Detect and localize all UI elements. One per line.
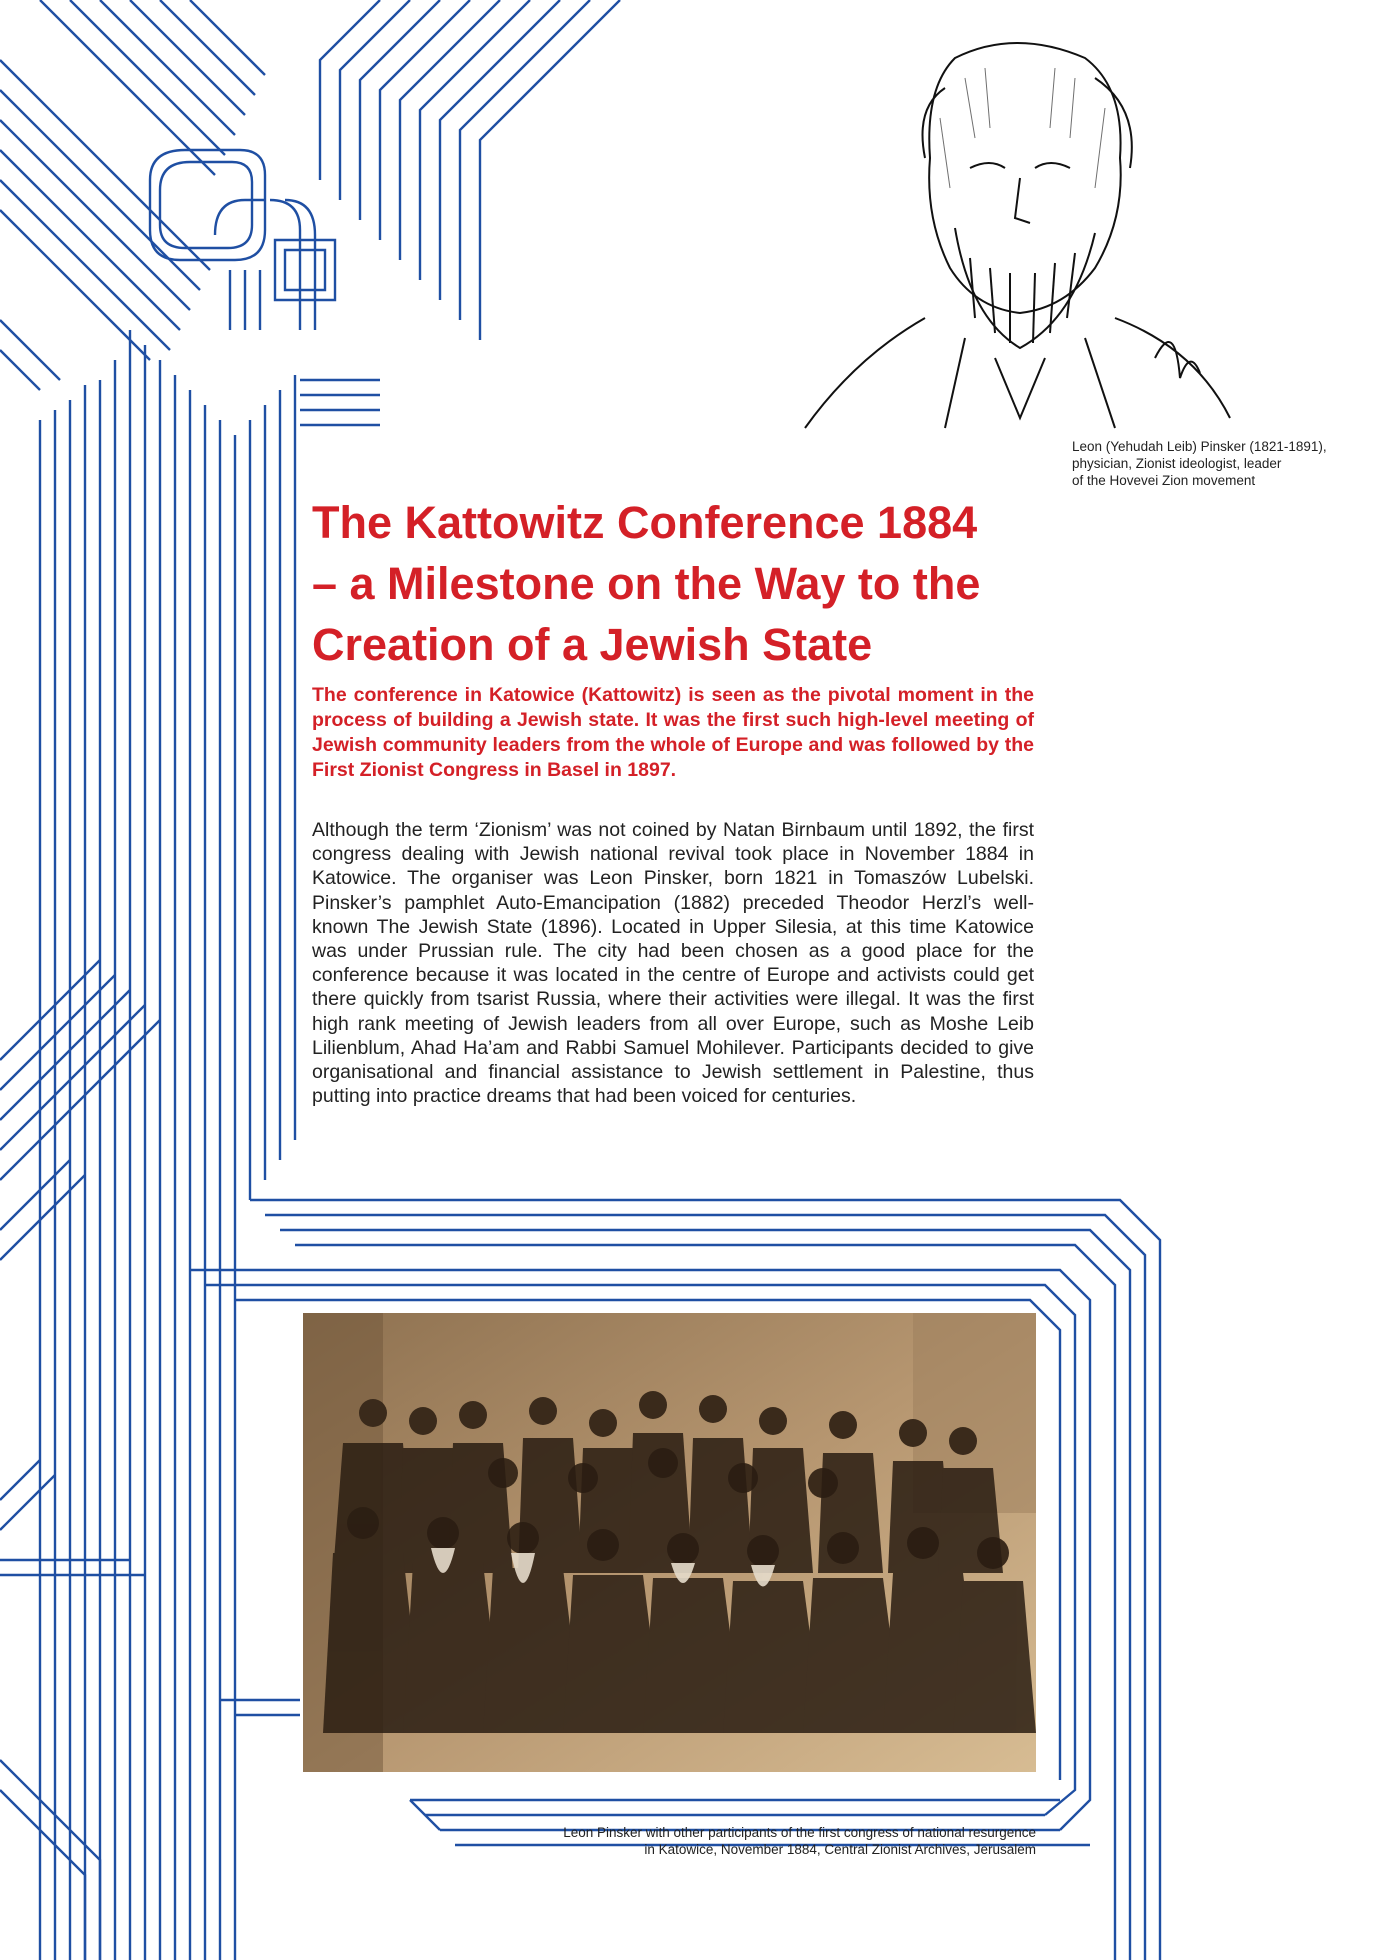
title-line: – a Milestone on the Way to the (312, 558, 981, 609)
page-title (312, 492, 1112, 675)
portrait-caption (1072, 438, 1392, 489)
portrait-caption-line: physician, Zionist ideologist, leader (1072, 456, 1282, 471)
title-line: Creation of a Jewish State (312, 619, 873, 670)
photo-caption-line: Leon Pinsker with other participants of the first congress of national resurgence (563, 1825, 1036, 1840)
photo-caption (460, 1824, 1036, 1858)
lead-paragraph: The conference in Katowice (Kattowitz) is seen as the pivotal moment in the process of building a Jewish state. It was the first such high-level meeting of Jewish community leaders from the whole of Europe and was followed by the First Zionist Congress in Basel in 1897. (312, 684, 1034, 781)
sepia-group-photograph (303, 1313, 1036, 1772)
body-paragraph: Although the term ‘Zionism’ was not coined by Natan Birnbaum until 1892, the first congress dealing with Jewish national revival took place in November 1884 in Katowice. The organiser was Leon Pinsker, born 1821 in Tomaszów Lubelski. Pinsker’s pamphlet Auto-Emancipation (1882) preceded Theodor Herzl’s well-known The Jewish State (1896). Located in Upper Silesia, at this time Katowice was under Prussian rule. The city had been chosen as a good place for the conference because it was located in the centre of Europe and activists could get there quickly from tsarist Russia, where their activities were illegal. It was the first high rank meeting of Jewish leaders from all over Europe, such as Moshe Leib Lilienblum, Ahad Ha’am and Rabbi Samuel Mohilever. Participants decided to give organisational and financial assistance to Jewish settlement in Palestine, thus putting into practice dreams that had been voiced for centuries. (312, 819, 1034, 1108)
photo-caption-line: in Katowice, November 1884, Central Zionist Archives, Jerusalem (644, 1842, 1036, 1857)
portrait-caption-line: of the Hovevei Zion movement (1072, 473, 1256, 488)
title-line: The Kattowitz Conference 1884 (312, 497, 978, 548)
portrait-caption-line: Leon (Yehudah Leib) Pinsker (1821-1891), (1072, 439, 1327, 454)
engraved-portrait-illustration (795, 18, 1235, 438)
